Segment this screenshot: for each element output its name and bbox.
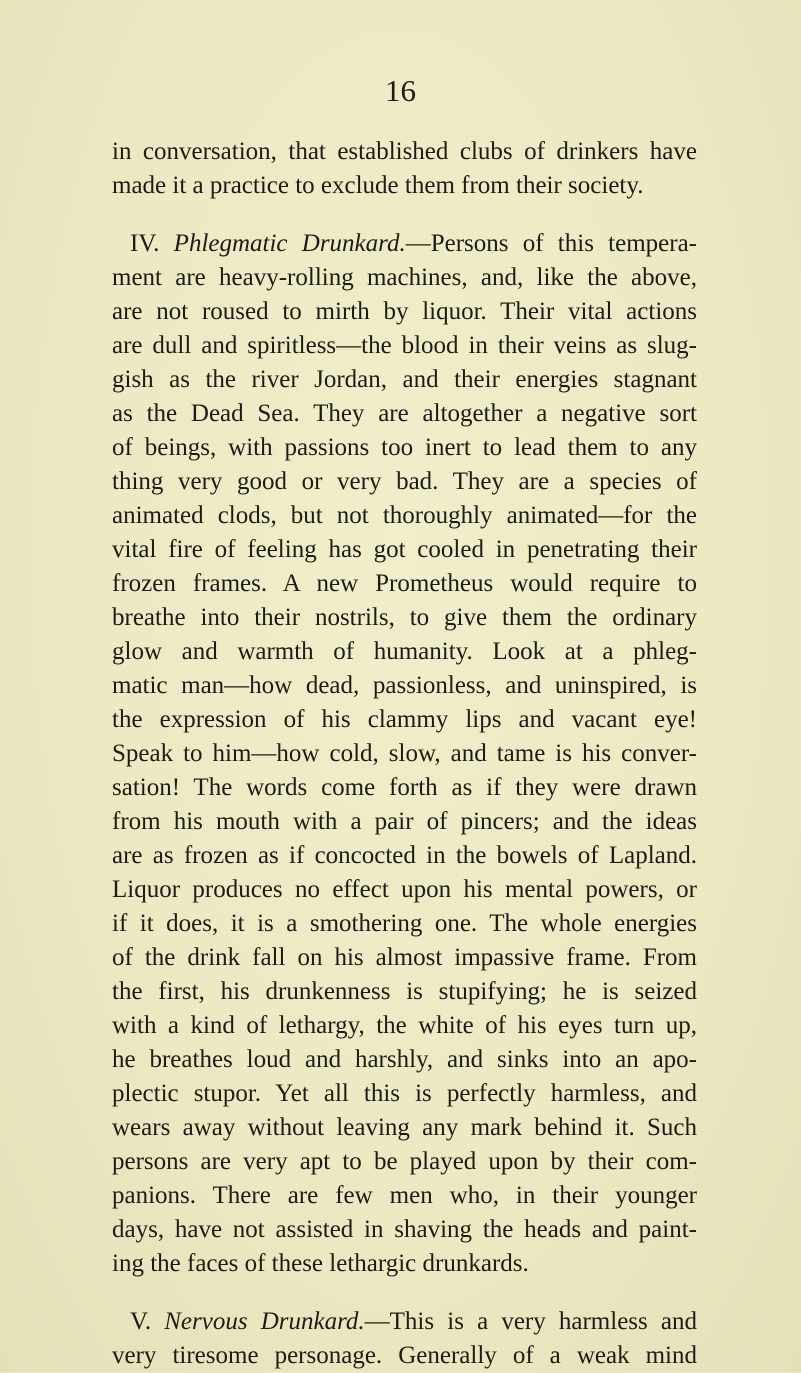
text-line: from his mouth with a pair of pincers; and the ideas bbox=[112, 808, 697, 835]
text-line: plectic stupor. Yet all this is perfectly harmless, and bbox=[112, 1080, 697, 1107]
text-line: persons are very apt to be played upon by their com- bbox=[112, 1148, 697, 1175]
text-line: as the Dead Sea. They are altogether a negative sort bbox=[112, 400, 697, 427]
text-line: thing very good or very bad. They are a species of bbox=[112, 468, 697, 495]
text-line: the expression of his clammy lips and vacant eye! bbox=[112, 706, 697, 733]
text-line: gish as the river Jordan, and their energies stagnant bbox=[112, 366, 697, 393]
section-heading-line bbox=[130, 227, 697, 261]
text-line: are as frozen as if concocted in the bowels of Lapland. bbox=[112, 842, 697, 869]
text-line: matic man—how dead, passionless, and uninspired, is bbox=[112, 672, 697, 699]
text-line: days, have not assisted in shaving the heads and paint- bbox=[112, 1216, 697, 1243]
text-line: frozen frames. A new Prometheus would require to bbox=[112, 570, 697, 597]
text-line: of the drink fall on his almost impassive frame. From bbox=[112, 944, 697, 971]
text-line: Liquor produces no effect upon his mental powers, or bbox=[112, 876, 697, 903]
text-line: vital fire of feeling has got cooled in penetrating their bbox=[112, 536, 697, 563]
text-line: ing the faces of these lethargic drunkards. bbox=[112, 1250, 529, 1277]
text-line: breathe into their nostrils, to give them the ordinary bbox=[112, 604, 697, 631]
text-line: ment are heavy-rolling machines, and, like the above, bbox=[112, 264, 697, 291]
text-segment: —This is a very harmless and bbox=[364, 1308, 697, 1335]
text-line: the first, his drunkenness is stupifying; he is seized bbox=[112, 978, 697, 1005]
text-line: very tiresome personage. Generally of a weak mind bbox=[112, 1342, 697, 1369]
text-line: with a kind of lethargy, the white of his eyes turn up, bbox=[112, 1012, 697, 1039]
page-number: 16 bbox=[385, 73, 416, 108]
section-heading-line bbox=[130, 1305, 697, 1339]
text-line: are dull and spiritless—the blood in their veins as slug- bbox=[112, 332, 697, 359]
text-line: glow and warmth of humanity. Look at a phleg- bbox=[112, 638, 697, 665]
text-segment: —Persons of this tempera- bbox=[405, 230, 697, 257]
text-line: of beings, with passions too inert to lead them to any bbox=[112, 434, 697, 461]
text-line: animated clods, but not thoroughly animated—for the bbox=[112, 502, 697, 529]
text-line: in conversation, that established clubs of drinkers have bbox=[112, 138, 697, 165]
section-numeral: IV. bbox=[130, 230, 160, 257]
section-title: Phlegmatic Drunkard. bbox=[173, 230, 406, 257]
text-line: sation! The words come forth as if they were drawn bbox=[112, 774, 697, 801]
section-title: Nervous Drunkard. bbox=[164, 1308, 365, 1335]
text-line: panions. There are few men who, in their younger bbox=[112, 1182, 697, 1209]
section-numeral: V. bbox=[130, 1308, 152, 1335]
text-line: he breathes loud and harshly, and sinks into an apo- bbox=[112, 1046, 697, 1073]
text-line: are not roused to mirth by liquor. Their vital actions bbox=[112, 298, 697, 325]
text-line: if it does, it is a smothering one. The whole energies bbox=[112, 910, 697, 937]
text-line: made it a practice to exclude them from their society. bbox=[112, 172, 644, 199]
text-line: wears away without leaving any mark behind it. Such bbox=[112, 1114, 697, 1141]
text-line: Speak to him—how cold, slow, and tame is his conver- bbox=[112, 740, 697, 767]
